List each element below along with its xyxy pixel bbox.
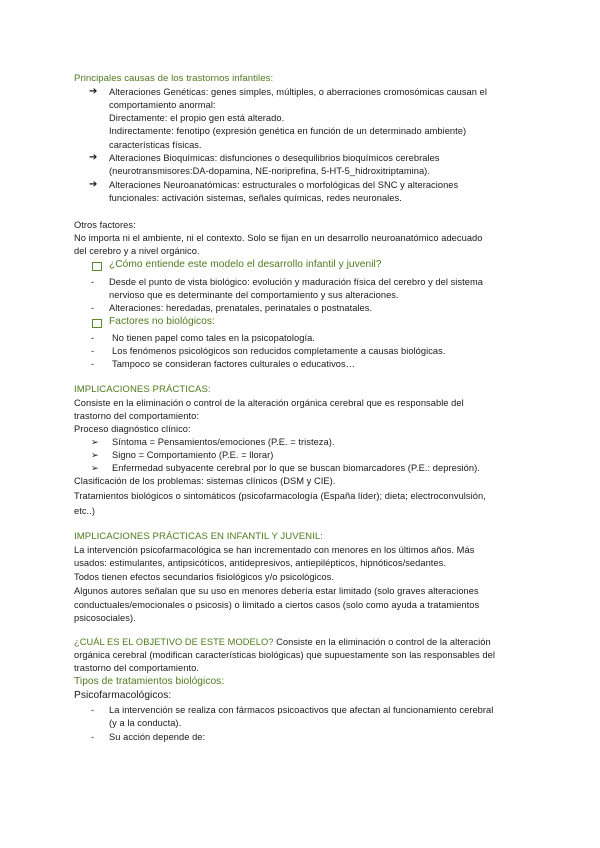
text-line: del cerebro y a nivel orgánico. (74, 246, 200, 256)
section-heading: IMPLICACIONES PRÁCTICAS: (74, 384, 211, 395)
text-line: Enfermedad subyacente cerebral por lo que se buscan biomarcadores (P.E.: depresión). (112, 463, 480, 473)
text-line: psicosociales). (74, 613, 136, 623)
dash-bullet: - (91, 277, 95, 287)
right-arrow-icon: ➔ (89, 86, 98, 97)
section-heading: IMPLICACIONES PRÁCTICAS EN INFANTIL Y JUVENIL: (74, 531, 323, 542)
text-line: Algunos autores señalan que su uso en menores debería estar limitado (solo graves alteraciones (74, 586, 479, 596)
section-heading: Principales causas de los trastornos infantiles: (74, 73, 274, 84)
subheading: Psicofarmacológicos: (74, 690, 172, 701)
text-line: (neurotransmisores:DA-dopamina, NE-noriprefina, 5-HT-5_hidroxitriptamina). (109, 166, 430, 176)
dash-bullet: - (91, 303, 95, 313)
text-line: Alteraciones Neuroanatómicas: estructurales o morfológicas del SNC y alteraciones (109, 180, 459, 190)
text-line: etc..) (74, 506, 95, 516)
dash-bullet: - (91, 359, 95, 369)
text-line: La intervención psicofarmacológica se han incrementado con menores en los últimos años. Más (74, 545, 475, 555)
text-line: trastorno del comportamiento: (74, 411, 199, 421)
text-line: Directamente: el propio gen está alterado. (109, 113, 285, 123)
text-line: La intervención se realiza con fármacos psicoactivos que afectan al funcionamiento cerebral (109, 705, 494, 715)
objective-line (74, 636, 491, 648)
dash-bullet: - (91, 333, 95, 343)
text-line: Síntoma = Pensamientos/emociones (P.E. = tristeza). (112, 437, 335, 447)
text-line: (y a la conducta). (109, 718, 182, 728)
text-line: No importa ni el ambiente, ni el contexto. Solo se fijan en un desarrollo neuroanatómico adecuado (74, 233, 483, 243)
text-line: Signo = Comportamiento (P.E. = llorar) (112, 450, 274, 460)
text-line: trastorno del comportamiento. (74, 663, 199, 673)
text-line: comportamiento anormal: (109, 100, 216, 110)
subheading: Tipos de tratamientos biológicos: (74, 676, 225, 687)
right-arrow-icon: ➔ (89, 179, 98, 190)
dash-bullet: - (91, 705, 95, 715)
text-line: Su acción depende de: (109, 732, 206, 742)
text-line: conductuales/emocionales o psicosis) o limitado a ciertos casos (solo como ayuda a tratamientos (74, 600, 480, 610)
text-line: Desde el punto de vista biológico: evolución y maduración física del cerebro y del sistema (109, 277, 483, 287)
text-line: Indirectamente: fenotipo (expresión genética en función de un determinado ambiente) (109, 126, 467, 136)
text-line: orgánica cerebral (modifican características biológicas) que supuestamente son las responsables del (74, 650, 495, 660)
objective-answer: Consiste en la eliminación o control de la alteración (276, 637, 491, 647)
objective-question: ¿CUÁL ES EL OBJETIVO DE ESTE MODELO? (74, 637, 274, 647)
text-line: Los fenómenos psicológicos son reducidos completamente a causas biológicas. (112, 346, 446, 356)
text-line: No tienen papel como tales en la psicopatología. (112, 333, 315, 343)
checkbox-icon[interactable] (92, 262, 102, 271)
text-line: Alteraciones Bioquímicas: disfunciones o desequilibrios bioquímicos cerebrales (109, 153, 440, 163)
text-line: nervioso que es determinante del comportamiento y sus alteraciones. (109, 290, 399, 300)
checkbox-icon[interactable] (92, 319, 102, 328)
text-line: características físicas. (109, 140, 202, 150)
subheading: Otros factores: (74, 220, 136, 230)
text-line: usados: estimulantes, antipsicóticos, antidepresivos, antiepilépticos, hipnóticos/sedantes. (74, 558, 446, 568)
checklist-question: Factores no biológicos: (109, 316, 215, 327)
text-line: Clasificación de los problemas: sistemas clínicos (DSM y CIE). (74, 476, 336, 486)
dash-bullet: - (91, 732, 95, 742)
text-line: Todos tienen efectos secundarios fisiológicos y/o psicológicos. (74, 572, 334, 582)
text-line: Alteraciones Genéticas: genes simples, múltiples, o aberraciones cromosómicas causan el (109, 87, 487, 97)
text-line: Proceso diagnóstico clínico: (74, 424, 191, 434)
text-line: Consiste en la eliminación o control de la alteración orgánica cerebral que es responsable del (74, 398, 464, 408)
arrowhead-icon: ➢ (91, 450, 99, 460)
checklist-question: ¿Cómo entiende este modelo el desarrollo infantil y juvenil? (109, 259, 382, 270)
arrowhead-icon: ➢ (91, 463, 99, 473)
text-line: Alteraciones: heredadas, prenatales, perinatales o postnatales. (109, 303, 373, 313)
right-arrow-icon: ➔ (89, 152, 98, 163)
arrowhead-icon: ➢ (91, 437, 99, 447)
text-line: funcionales: activación sistemas, señales químicas, redes neuronales. (109, 193, 402, 203)
text-line: Tampoco se consideran factores culturales o educativos… (112, 359, 356, 369)
dash-bullet: - (91, 346, 95, 356)
text-line: Tratamientos biológicos o sintomáticos (psicofarmacología (España líder); dieta; electroconvulsión, (74, 491, 486, 501)
